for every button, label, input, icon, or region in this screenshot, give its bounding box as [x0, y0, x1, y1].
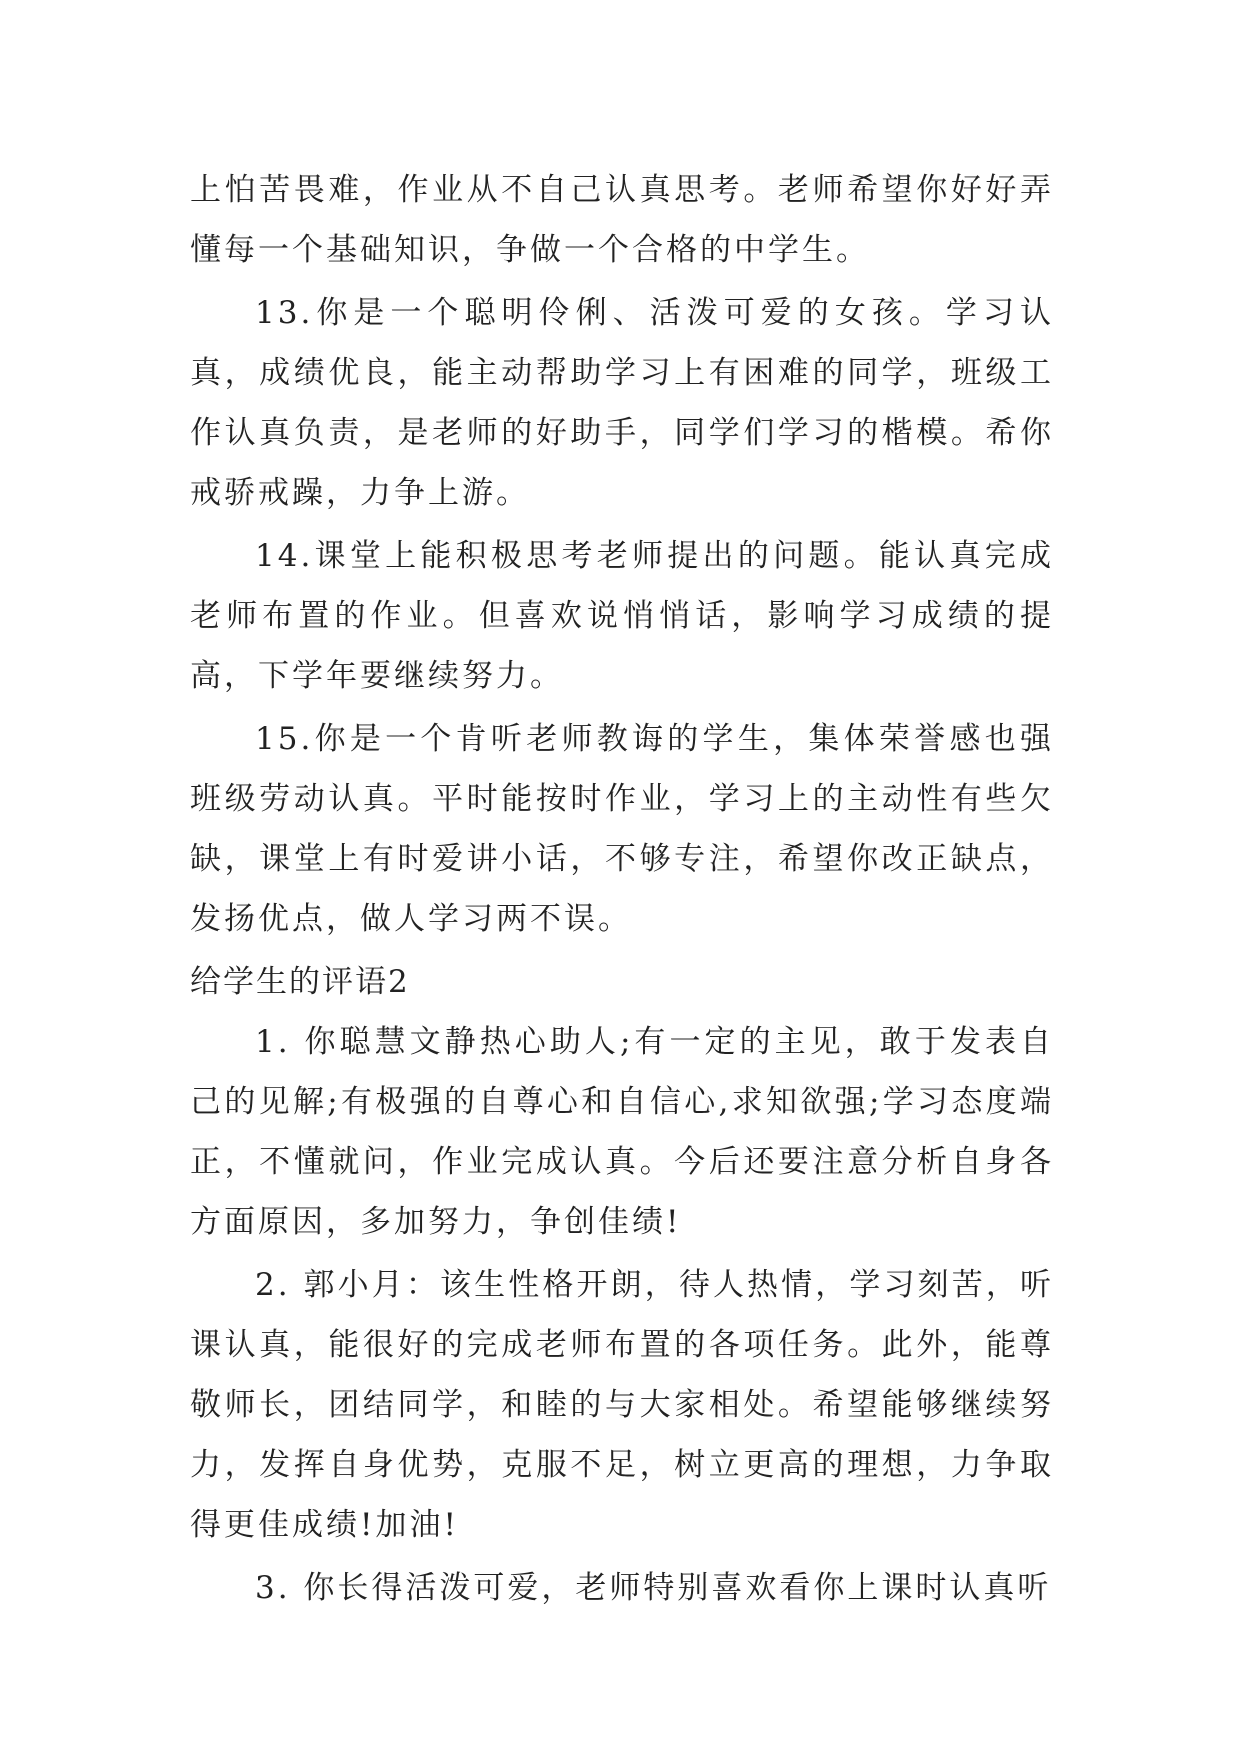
paragraph-item-1: 1. 你聪慧文静热心助人;有一定的主见，敢于发表自己的见解;有极强的自尊心和自信心,求知欲强;学习态度端正，不懂就问，作业完成认真。今后还要注意分析自身各方面原因，多加努力，争创佳绩! [190, 1024, 1054, 1240]
document-body [190, 160, 1054, 1621]
paragraph-item-14: 14.课堂上能积极思考老师提出的问题。能认真完成老师布置的作业。但喜欢说悄悄话，影响学习成绩的提高，下学年要继续努力。 [190, 538, 1054, 694]
paragraph-continued: 上怕苦畏难，作业从不自己认真思考。老师希望你好好弄懂每一个基础知识，争做一个合格的中学生。 [190, 172, 1054, 268]
paragraph-item-3: 3. 你长得活泼可爱，老师特别喜欢看你上课时认真听 [255, 1570, 1052, 1606]
paragraph-item-13: 13.你是一个聪明伶俐、活泼可爱的女孩。学习认真，成绩优良，能主动帮助学习上有困难的同学，班级工作认真负责，是老师的好助手，同学们学习的楷模。希你戒骄戒躁，力争上游。 [190, 295, 1054, 511]
section-heading: 给学生的评语2 [190, 964, 410, 1000]
paragraph-item-15: 15.你是一个肯听老师教诲的学生，集体荣誉感也强班级劳动认真。平时能按时作业，学习上的主动性有些欠缺，课堂上有时爱讲小话，不够专注，希望你改正缺点，发扬优点，做人学习两不误。 [190, 721, 1054, 937]
paragraph-item-2: 2. 郭小月：该生性格开朗，待人热情，学习刻苦，听课认真，能很好的完成老师布置的各项任务。此外，能尊敬师长，团结同学，和睦的与大家相处。希望能够继续努力，发挥自身优势，克服不足，树立更高的理想，力争取得更佳成绩!加油! [190, 1267, 1054, 1543]
